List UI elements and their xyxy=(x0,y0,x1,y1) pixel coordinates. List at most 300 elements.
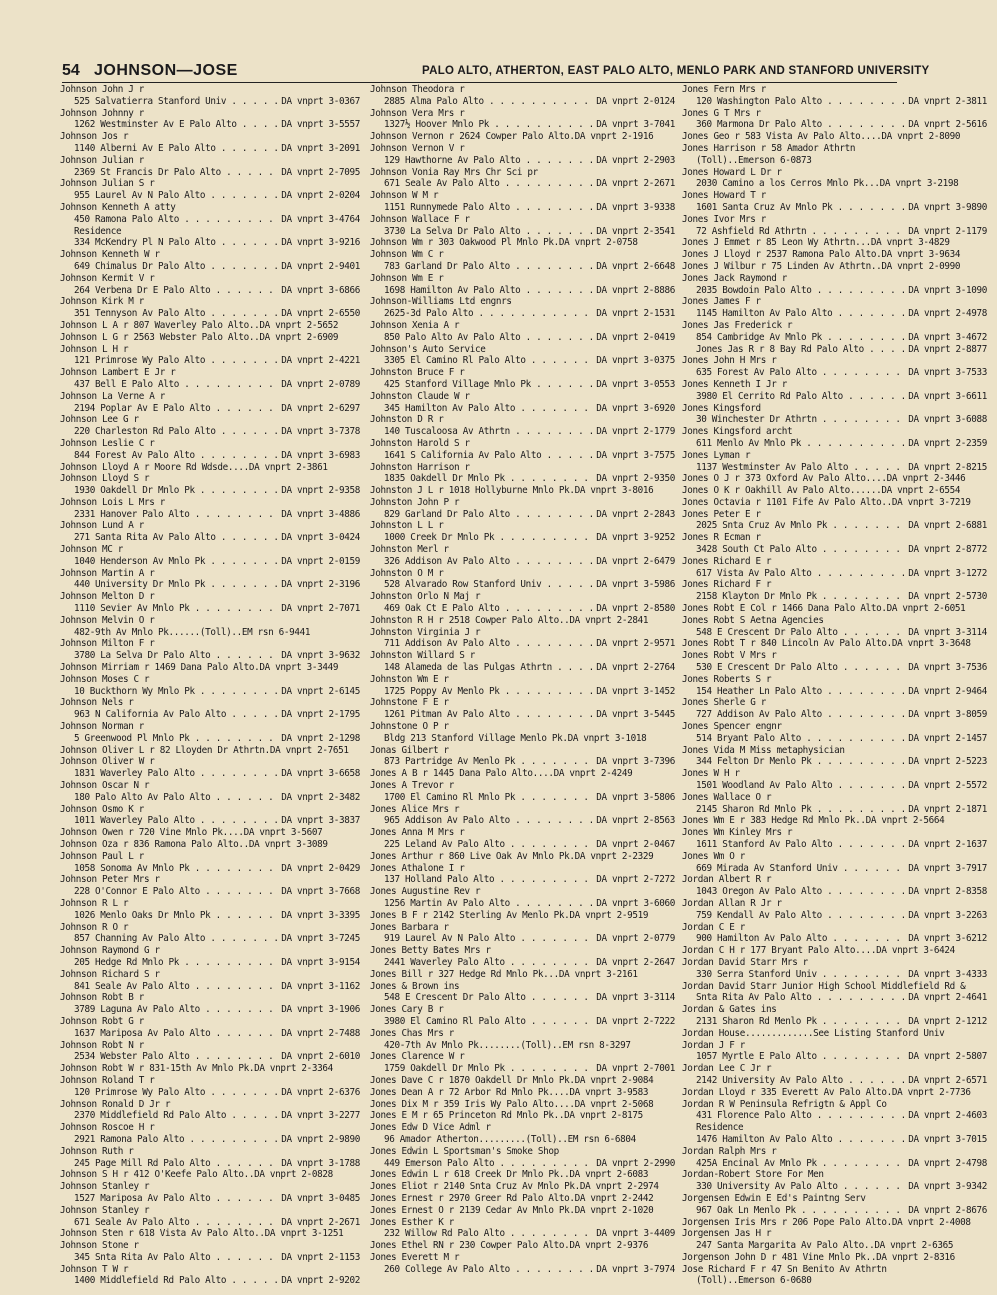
listing-address: 1137 Westminster Av Palo Alto . . . xyxy=(696,462,906,474)
listing-phone: DA vnprt 2-8580 xyxy=(596,603,675,615)
listing-address-line xyxy=(60,1051,360,1063)
listing-address-line xyxy=(370,1063,675,1075)
listing-address: 854 Cambridge Av Mnlo Pk . . . xyxy=(696,332,906,344)
listing-phone: DA vnprt 2-6010 xyxy=(281,1051,360,1063)
listing-phone: DA vnprt 2-8358 xyxy=(908,886,987,898)
listing-column-3 xyxy=(682,84,987,1287)
listing-address: 850 Palo Alto Av Palo Alto . . . xyxy=(384,332,594,344)
listing-address-line xyxy=(682,627,987,639)
listing-address: 2534 Webster Palo Alto . . . xyxy=(74,1051,279,1063)
listing-phone: DA vnprt 2-1779 xyxy=(596,426,675,438)
listing-name: Johnson Wm r 303 Oakwood Pl Mnlo Pk.DA vnprt 2-0758 xyxy=(370,237,638,249)
listing-address: 2145 Sharon Rd Mnlo Pk . . . xyxy=(696,804,906,816)
listing-phone: DA vnprt 2-4603 xyxy=(908,1110,987,1122)
listing-address-line xyxy=(60,237,360,249)
listing-name: Johnson Theodora r xyxy=(370,84,465,95)
listing-name: Johnson John J r xyxy=(60,84,144,95)
listing-name: Johnson Richard S r xyxy=(60,968,160,980)
listing-address-line xyxy=(682,1181,987,1193)
listing-phone: DA vnprt 3-5445 xyxy=(596,709,675,721)
listing-address-line xyxy=(60,308,360,320)
listing-phone: DA vnprt 2-4978 xyxy=(908,308,987,320)
listing-name: Jones Cary B r xyxy=(370,1004,444,1016)
listing-address-line xyxy=(60,214,360,226)
listing-phone: DA vnprt 2-9401 xyxy=(281,260,360,272)
listing-name: Jones Richard E r xyxy=(682,555,772,567)
listing-name: Jones Fern Mrs r xyxy=(682,84,766,95)
listing-name: Johnston Willard S r xyxy=(370,650,475,662)
listing-name: Johnson Stanley r xyxy=(60,1181,150,1193)
listing-address: 1725 Poppy Av Menlo Pk . . . xyxy=(384,686,594,698)
listing-name: Johnson Vonia Ray Mrs Chr Sci pr xyxy=(370,166,538,178)
listing-name: Jones R Ecman r xyxy=(682,532,761,544)
listing-column-2 xyxy=(370,84,675,1275)
listing-name: Jones Alice Mrs r xyxy=(370,803,460,815)
listing-phone: DA vnprt 3-7536 xyxy=(908,662,987,674)
listing-phone: DA vnprt 2-0204 xyxy=(281,190,360,202)
listing-name: Jorgensen Jas H r xyxy=(682,1228,772,1240)
listing-phone: DA vnprt 3-6611 xyxy=(908,390,987,402)
region-heading: PALO ALTO, ATHERTON, EAST PALO ALTO, MENLO PARK AND STANFORD UNIVERSITY xyxy=(422,65,930,77)
listing-name: Jones B F r 2142 Sterling Av Menlo Pk.DA vnprt 2-9519 xyxy=(370,909,649,921)
listing-address-line xyxy=(370,1264,675,1276)
listing-address: 1110 Sevier Av Mnlo Pk . . . xyxy=(74,603,279,615)
listing-name: Jones Robt T r 840 Lincoln Av Palo Alto.DA vnprt 3-3648 xyxy=(682,638,971,650)
listing-address-line xyxy=(370,815,675,827)
listing-name: Johnson Wm E r xyxy=(370,272,444,284)
listing-name: Johnston L L r xyxy=(370,520,444,532)
listing-address: 1641 S California Av Palo Alto . . . xyxy=(384,450,594,462)
listing-name: Jones Kenneth I Jr r xyxy=(682,378,787,390)
listing-detail-line: Bldg 213 Stanford Village Menlo Pk.DA vnprt 3-1018 xyxy=(384,732,647,744)
listing-address-line xyxy=(682,391,987,403)
listing-address-line xyxy=(682,839,987,851)
listing-address-line xyxy=(682,969,987,981)
listing-name: Johnson Roscoe H r xyxy=(60,1122,155,1134)
listing-detail-line: (Toll)..Emerson 6-0873 xyxy=(696,154,812,166)
listing-phone: DA vnprt 2-7488 xyxy=(281,1027,360,1039)
listing-name: Jones Richard F r xyxy=(682,579,772,591)
listing-phone: DA vnprt 3-0424 xyxy=(281,532,360,544)
listing-phone: DA vnprt 2-2647 xyxy=(596,956,675,968)
listing-address: 1501 Woodland Av Palo Alto . . . xyxy=(696,780,906,792)
listing-name: Jones G T Mrs r xyxy=(682,107,761,119)
listing-address: 2131 Sharon Rd Menlo Pk . . . xyxy=(696,1016,906,1028)
listing-address-line xyxy=(60,379,360,391)
listing-address-line xyxy=(60,910,360,922)
listing-name: Jones Augustine Rev r xyxy=(370,886,481,898)
listing-address-line xyxy=(682,1134,987,1146)
listing-address: 844 Forest Av Palo Alto . . . xyxy=(74,450,279,462)
listing-address-line xyxy=(682,332,987,344)
listing-address: 1262 Westminster Av E Palo Alto . . . xyxy=(74,119,279,131)
listing-name: Johnson Lois L Mrs r xyxy=(60,496,165,508)
listing-phone: DA vnprt 2-6881 xyxy=(908,520,987,532)
listing-name: Jones Chas Mrs r xyxy=(370,1027,454,1039)
listing-name: Jones Lyman r xyxy=(682,449,751,461)
listing-address: 148 Alameda de las Pulgas Athrtn . . . xyxy=(384,662,594,674)
listing-phone: DA vnprt 2-8563 xyxy=(596,815,675,827)
listing-phone: DA vnprt 2-2671 xyxy=(596,178,675,190)
listing-address-line xyxy=(370,178,675,190)
listing-name: Jones W H r xyxy=(682,768,740,780)
listing-name: Jose Richard F r 47 Sn Benito Av Athrtn xyxy=(682,1263,887,1275)
listing-name: Johnson Oliver W r xyxy=(60,756,155,768)
listing-address-line xyxy=(60,403,360,415)
listing-address: 1145 Hamilton Av Palo Alto . . . xyxy=(696,308,906,320)
listing-name: Jones Edwin L Sportsman's Smoke Shop xyxy=(370,1145,559,1157)
listing-phone: DA vnprt 3-5986 xyxy=(596,579,675,591)
listing-address-line xyxy=(370,579,675,591)
listing-address: 965 Addison Av Palo Alto . . . xyxy=(384,815,594,827)
listing-phone: DA vnprt 3-3114 xyxy=(908,626,987,638)
listing-detail-line: 482-9th Av Mnlo Pk......(Toll)..EM rsn 6-9441 xyxy=(74,626,311,638)
listing-name: Johnson Kenneth W r xyxy=(60,249,160,261)
listing-name: Johnson Raymond G r xyxy=(60,945,160,957)
listing-name: Jorgensen Edwin E Ed's Paintng Serv xyxy=(682,1192,866,1204)
listing-address: 1759 Oakdell Dr Mnlo Pk . . . xyxy=(384,1063,594,1075)
listing-phone: DA vnprt 3-7015 xyxy=(908,1133,987,1145)
listing-address: 121 Primrose Wy Palo Alto . . . xyxy=(74,355,279,367)
listing-address-line xyxy=(60,1252,360,1264)
listing-address-line xyxy=(60,815,360,827)
listing-address-line xyxy=(370,532,675,544)
listing-phone: DA vnprt 2-3541 xyxy=(596,225,675,237)
listing-phone: DA vnprt 3-7917 xyxy=(908,862,987,874)
listing-name: Johnson Stone r xyxy=(60,1240,139,1252)
listing-address-line xyxy=(60,450,360,462)
listing-address-line xyxy=(370,403,675,415)
listing-phone: DA vnprt 2-5730 xyxy=(908,591,987,603)
listing-address: 180 Palo Alto Av Palo Alto . . . xyxy=(74,792,279,804)
listing-name: Jones Kingsford archt xyxy=(682,426,793,438)
listing-address-line xyxy=(60,1004,360,1016)
listing-name: Jones Bill r 327 Hedge Rd Mnlo Pk...DA vnprt 3-2161 xyxy=(370,968,638,980)
listing-address-line xyxy=(682,804,987,816)
listing-address: 2921 Ramona Palo Alto . . . xyxy=(74,1134,279,1146)
listing-name: Jones John H Mrs r xyxy=(682,355,777,367)
listing-address: 232 Willow Rd Palo Alto . . . xyxy=(384,1228,594,1240)
listing-name: Jones A B r 1445 Dana Palo Alto....DA vnprt 2-4249 xyxy=(370,768,633,780)
listing-address-line xyxy=(682,886,987,898)
listing-name: Johnson R O r xyxy=(60,921,129,933)
listing-name: Johnson Ruth r xyxy=(60,1145,134,1157)
listing-address: 1026 Menlo Oaks Dr Mnlo Pk . . . xyxy=(74,910,279,922)
listing-address-line xyxy=(370,898,675,910)
listing-phone: DA vnprt 2-0159 xyxy=(281,555,360,567)
listing-address: 1043 Oregon Av Palo Alto . . . xyxy=(696,886,906,898)
listing-name: Johnson Lund A r xyxy=(60,520,144,532)
listing-address-line xyxy=(682,285,987,297)
listing-address-line xyxy=(370,379,675,391)
listing-address-line xyxy=(60,886,360,898)
listing-address: 449 Emerson Palo Alto . . . xyxy=(384,1158,594,1170)
listing-address: 955 Laurel Av N Palo Alto . . . xyxy=(74,190,279,202)
listing-address: 137 Holland Palo Alto . . . xyxy=(384,874,594,886)
listing-phone: DA vnprt 3-7668 xyxy=(281,886,360,898)
listing-phone: DA vnprt 2-8215 xyxy=(908,461,987,473)
listing-address: 3428 South Ct Palo Alto . . . xyxy=(696,544,906,556)
listing-phone: DA vnprt 3-3837 xyxy=(281,815,360,827)
listing-address: 669 Mirada Av Stanford Univ . . . xyxy=(696,863,906,875)
listing-name: Johnson Kirk M r xyxy=(60,296,144,308)
listing-name: Johnson Johnny r xyxy=(60,107,144,119)
listing-address-line xyxy=(682,367,987,379)
listing-address-line xyxy=(60,957,360,969)
listing-phone: DA vnprt 2-7095 xyxy=(281,166,360,178)
listing-name: Jones O J r 373 Oxford Av Palo Alto....DA vnprt 2-3446 xyxy=(682,473,966,485)
listing-name: Johnstone O P r xyxy=(370,721,449,733)
listing-address-line xyxy=(370,285,675,297)
listing-name: Johnson MC r xyxy=(60,544,123,556)
listing-address: 3780 La Selva Dr Palo Alto . . . xyxy=(74,650,279,662)
listing-address-line xyxy=(60,579,360,591)
listing-name: Johnson Ronald D Jr r xyxy=(60,1098,171,1110)
listing-address: 450 Ramona Palo Alto . . . xyxy=(74,214,279,226)
listing-address: 727 Addison Av Palo Alto . . . xyxy=(696,709,906,721)
listing-address-line xyxy=(60,355,360,367)
listing-phone: DA vnprt 3-1090 xyxy=(908,284,987,296)
listing-phone: DA vnprt 2-8676 xyxy=(908,1204,987,1216)
listing-address: 963 N California Av Palo Alto . . . xyxy=(74,709,279,721)
listing-phone: DA vnprt 2-1795 xyxy=(281,709,360,721)
listing-phone: DA vnprt 2-3482 xyxy=(281,791,360,803)
listing-address: 611 Menlo Av Mnlo Pk . . . xyxy=(696,438,906,450)
listing-address-line xyxy=(370,686,675,698)
listing-phone: DA vnprt 2-9571 xyxy=(596,638,675,650)
listing-address-line xyxy=(370,261,675,273)
listing-column-1 xyxy=(60,84,360,1287)
listing-name: Jordan Allan R Jr r xyxy=(682,897,782,909)
listing-name: Jones O K r Oakhill Av Palo Alto......DA vnprt 2-6554 xyxy=(682,485,961,497)
listing-address: 1040 Henderson Av Mnlo Pk . . . xyxy=(74,556,279,568)
listing-name: Johnson Xenia A r xyxy=(370,319,460,331)
listing-phone: DA vnprt 3-1272 xyxy=(908,567,987,579)
listing-address-line xyxy=(60,981,360,993)
listing-phone: DA vnprt 3-9216 xyxy=(281,237,360,249)
listing-address: 2370 Middlefield Rd Palo Alto . . . xyxy=(74,1110,279,1122)
listing-detail-line: 247 Santa Margarita Av Palo Alto..DA vnprt 2-6365 xyxy=(696,1240,954,1252)
listing-address-line xyxy=(60,485,360,497)
listing-phone: DA vnprt 3-4886 xyxy=(281,508,360,520)
listing-address-line xyxy=(60,532,360,544)
listing-address-line xyxy=(682,1158,987,1170)
listing-address: 649 Chimalus Dr Palo Alto . . . xyxy=(74,261,279,273)
listing-address: 1930 Oakdell Dr Mnlo Pk . . . xyxy=(74,485,279,497)
listing-address-line xyxy=(60,1158,360,1170)
listing-address: 225 Leland Av Palo Alto . . . xyxy=(384,839,594,851)
listing-phone: DA vnprt 2-2990 xyxy=(596,1157,675,1169)
listing-address: 617 Vista Av Palo Alto . . . xyxy=(696,568,906,580)
listing-name: Johnson Paul L r xyxy=(60,850,144,862)
listing-phone: DA vnprt 2-5807 xyxy=(908,1051,987,1063)
listing-address: 1011 Waverley Palo Alto . . . xyxy=(74,815,279,827)
listing-address-line xyxy=(60,709,360,721)
listing-address: 1611 Stanford Av Palo Alto . . . xyxy=(696,839,906,851)
listing-name: Jordan J F r xyxy=(682,1039,745,1051)
listing-name: Jones Edwin L r 618 Creek Dr Mnlo Pk..DA vnprt 2-6083 xyxy=(370,1169,649,1181)
listing-address: 1256 Martin Av Palo Alto . . . xyxy=(384,898,594,910)
listing-address: 3730 La Selva Dr Palo Alto . . . xyxy=(384,226,594,238)
listing-name: Johnson Peter Mrs r xyxy=(60,874,160,886)
listing-name: Jordan C H r 177 Bryant Palo Alto....DA vnprt 3-6424 xyxy=(682,945,955,957)
listing-address-line xyxy=(370,119,675,131)
listing-phone: DA vnprt 3-1788 xyxy=(281,1157,360,1169)
listing-name: Johnson Milton F r xyxy=(60,638,155,650)
listing-phone: DA vnprt 3-6212 xyxy=(908,933,987,945)
listing-address: 829 Garland Dr Palo Alto . . . xyxy=(384,509,594,521)
listing-phone: DA vnprt 3-9632 xyxy=(281,650,360,662)
listing-phone: DA vnprt 2-5616 xyxy=(908,119,987,131)
listing-name: Jones Geo r 583 Vista Av Palo Alto....DA vnprt 2-8090 xyxy=(682,131,961,143)
listing-address-line xyxy=(682,1016,987,1028)
listing-address: 759 Kendall Av Palo Alto . . . xyxy=(696,910,906,922)
listing-address: 140 Tuscaloosa Av Athrtn . . . xyxy=(384,426,594,438)
listing-name: Jones Athalone I r xyxy=(370,862,465,874)
listing-address: 711 Addison Av Palo Alto . . . xyxy=(384,638,594,650)
listing-address-line xyxy=(370,1228,675,1240)
listing-name: Jones Howard T r xyxy=(682,190,766,202)
listing-name: Jones Dix M r 359 Iris Wy Palo Alto....DA vnprt 2-5068 xyxy=(370,1098,654,1110)
listing-address: 3980 El Cerrito Rd Palo Alto . . . xyxy=(696,391,906,403)
listing-name: Johnson Oliver L r 82 Lloyden Dr Athrtn.DA vnprt 2-7651 xyxy=(60,744,349,756)
listing-name: Jones Ernest O r 2139 Cedar Av Mnlo Pk.DA vnprt 2-1020 xyxy=(370,1204,654,1216)
listing-name: Johnson Robt N r xyxy=(60,1039,144,1051)
listing-phone: DA vnprt 3-4672 xyxy=(908,331,987,343)
listing-name: Jones Spencer engnr xyxy=(682,721,782,733)
listing-phone: DA vnprt 2-9202 xyxy=(281,1275,360,1287)
listing-name: Johnson La Verne A r xyxy=(60,390,165,402)
page-number: 54 xyxy=(62,62,80,79)
listing-address: 431 Florence Palo Alto . . . xyxy=(696,1110,906,1122)
listing-name: Jordan C E r xyxy=(682,921,745,933)
listing-name: Jordan R W Peninsula Refrigtn & Appl Co xyxy=(682,1098,887,1110)
listing-phone: DA vnprt 3-0375 xyxy=(596,355,675,367)
listing-address-line xyxy=(60,1275,360,1287)
listing-name: Johnston D R r xyxy=(370,414,444,426)
listing-phone: DA vnprt 3-9342 xyxy=(908,1181,987,1193)
listing-phone: DA vnprt 3-7974 xyxy=(596,1263,675,1275)
listing-address-line xyxy=(370,226,675,238)
listing-address: 548 E Crescent Dr Palo Alto . . . xyxy=(696,627,906,639)
listing-address: 260 College Av Palo Alto . . . xyxy=(384,1264,594,1276)
listing-address: 1835 Oakdell Dr Mnlo Pk . . . xyxy=(384,473,594,485)
listing-phone: DA vnprt 3-3395 xyxy=(281,909,360,921)
listing-address-line xyxy=(60,603,360,615)
listing-name: Johnston Wm E r xyxy=(370,673,449,685)
listing-address: 205 Hedge Rd Mnlo Pk . . . xyxy=(74,957,279,969)
listing-address-line xyxy=(60,768,360,780)
listing-name: Jordan Lloyd r 335 Everett Av Palo Alto.DA vnprt 2-7736 xyxy=(682,1086,971,1098)
listing-phone: DA vnprt 2-4798 xyxy=(908,1157,987,1169)
listing-phone: DA vnprt 3-6983 xyxy=(281,449,360,461)
listing-address-line xyxy=(60,733,360,745)
listing-phone: DA vnprt 3-9154 xyxy=(281,956,360,968)
listing-name: Jordan David Starr Junior High School Middlefield Rd & xyxy=(682,980,966,992)
listing-phone: DA vnprt 2-0779 xyxy=(596,933,675,945)
listing-phone: DA vnprt 3-7041 xyxy=(596,119,675,131)
listing-name: Johnson Lloyd S r xyxy=(60,473,150,485)
listing-name: Johnson Melvin O r xyxy=(60,614,155,626)
listing-phone: DA vnprt 3-4333 xyxy=(908,968,987,980)
listing-name: Johnston Virginia J r xyxy=(370,626,481,638)
listing-name: Jones Vida M Miss metaphysician xyxy=(682,744,845,756)
listing-name: Jones Peter E r xyxy=(682,508,761,520)
listing-phone: DA vnprt 2-1153 xyxy=(281,1251,360,1263)
listing-address: 1057 Myrtle E Palo Alto . . . xyxy=(696,1051,906,1063)
listing-address-line xyxy=(370,756,675,768)
listing-address: Snta Rita Av Palo Alto . . . xyxy=(696,992,906,1004)
listing-name: Johnson Vera Mrs r xyxy=(370,107,465,119)
listing-address-line xyxy=(60,285,360,297)
listing-name: Johnson Robt G r xyxy=(60,1015,144,1027)
listing-address-line xyxy=(682,520,987,532)
listing-phone: DA vnprt 3-1906 xyxy=(281,1004,360,1016)
listing-address-line xyxy=(60,261,360,273)
listing-address: 919 Laurel Av N Palo Alto . . . xyxy=(384,933,594,945)
listing-name: Johnston R H r 2518 Cowper Palo Alto..DA vnprt 2-2841 xyxy=(370,614,649,626)
listing-phone: DA vnprt 2-5572 xyxy=(908,780,987,792)
listing-address: 857 Channing Av Palo Alto . . . xyxy=(74,933,279,945)
listing-name: Johnson W M r xyxy=(370,190,439,202)
listing-name: Jordan-Robert Store For Men xyxy=(682,1169,824,1181)
listing-name: Jones Harrison r 58 Amador Athrtn xyxy=(682,142,856,154)
listing-address: 3789 Laguna Av Palo Alto . . . xyxy=(74,1004,279,1016)
listing-address: 154 Heather Ln Palo Alto . . . xyxy=(696,686,906,698)
listing-name: Johnson Robt B r xyxy=(60,992,144,1004)
listing-address: 671 Seale Av Palo Alto . . . xyxy=(74,1217,279,1229)
listing-address-line xyxy=(60,1110,360,1122)
listing-address: 1476 Hamilton Av Palo Alto . . . xyxy=(696,1134,906,1146)
listing-address: 228 O'Connor E Palo Alto . . . xyxy=(74,886,279,898)
listing-name: Jones Edw D Vice Adml r xyxy=(370,1122,491,1134)
listing-address-line xyxy=(60,1193,360,1205)
listing-name: Johnson-Williams Ltd engnrs xyxy=(370,296,512,308)
listing-address-line xyxy=(682,662,987,674)
listing-address-line xyxy=(682,756,987,768)
listing-phone: DA vnprt 2-9358 xyxy=(281,485,360,497)
listing-name: Jones A Trevor r xyxy=(370,780,454,792)
listing-address-line xyxy=(370,556,675,568)
listing-phone: DA vnprt 2-6479 xyxy=(596,555,675,567)
listing-phone: DA vnprt 3-8059 xyxy=(908,709,987,721)
listing-address-line xyxy=(370,426,675,438)
listing-name: Jorgenson John D r 481 Vine Mnlo Pk..DA vnprt 2-8316 xyxy=(682,1251,955,1263)
listing-address: 264 Verbena Dr E Palo Alto . . . xyxy=(74,285,279,297)
listing-address: 2035 Bowdoin Palo Alto . . . xyxy=(696,285,906,297)
listing-address: 3305 El Camino Rl Palo Alto . . . xyxy=(384,355,594,367)
listing-name: Johnson Julian S r xyxy=(60,178,155,190)
listing-name: Jones Robt S Aetna Agencies xyxy=(682,614,824,626)
listing-phone: DA vnprt 3-6060 xyxy=(596,897,675,909)
listing-phone: DA vnprt 2-1179 xyxy=(908,225,987,237)
listing-name: Johnson Martin A r xyxy=(60,567,155,579)
listing-name: Johnson Lambert E Jr r xyxy=(60,367,176,379)
listing-phone: DA vnprt 3-1452 xyxy=(596,685,675,697)
listing-phone: DA vnprt 3-6866 xyxy=(281,284,360,296)
listing-address: 2194 Poplar Av E Palo Alto . . . xyxy=(74,403,279,415)
listing-address: 245 Page Mill Rd Palo Alto . . . xyxy=(74,1158,279,1170)
listing-phone: DA vnprt 2-6145 xyxy=(281,685,360,697)
listing-phone: DA vnprt 3-2277 xyxy=(281,1110,360,1122)
listing-address-line xyxy=(370,992,675,1004)
listing-address-line xyxy=(60,933,360,945)
listing-name: Johnson Stanley r xyxy=(60,1204,150,1216)
listing-name: Johnson T W r xyxy=(60,1263,129,1275)
listing-detail-line: 96 Amador Atherton.........(Toll)..EM rsn 6-6804 xyxy=(384,1133,636,1145)
listing-phone: DA vnprt 2-2671 xyxy=(281,1216,360,1228)
listing-address-line xyxy=(60,1087,360,1099)
